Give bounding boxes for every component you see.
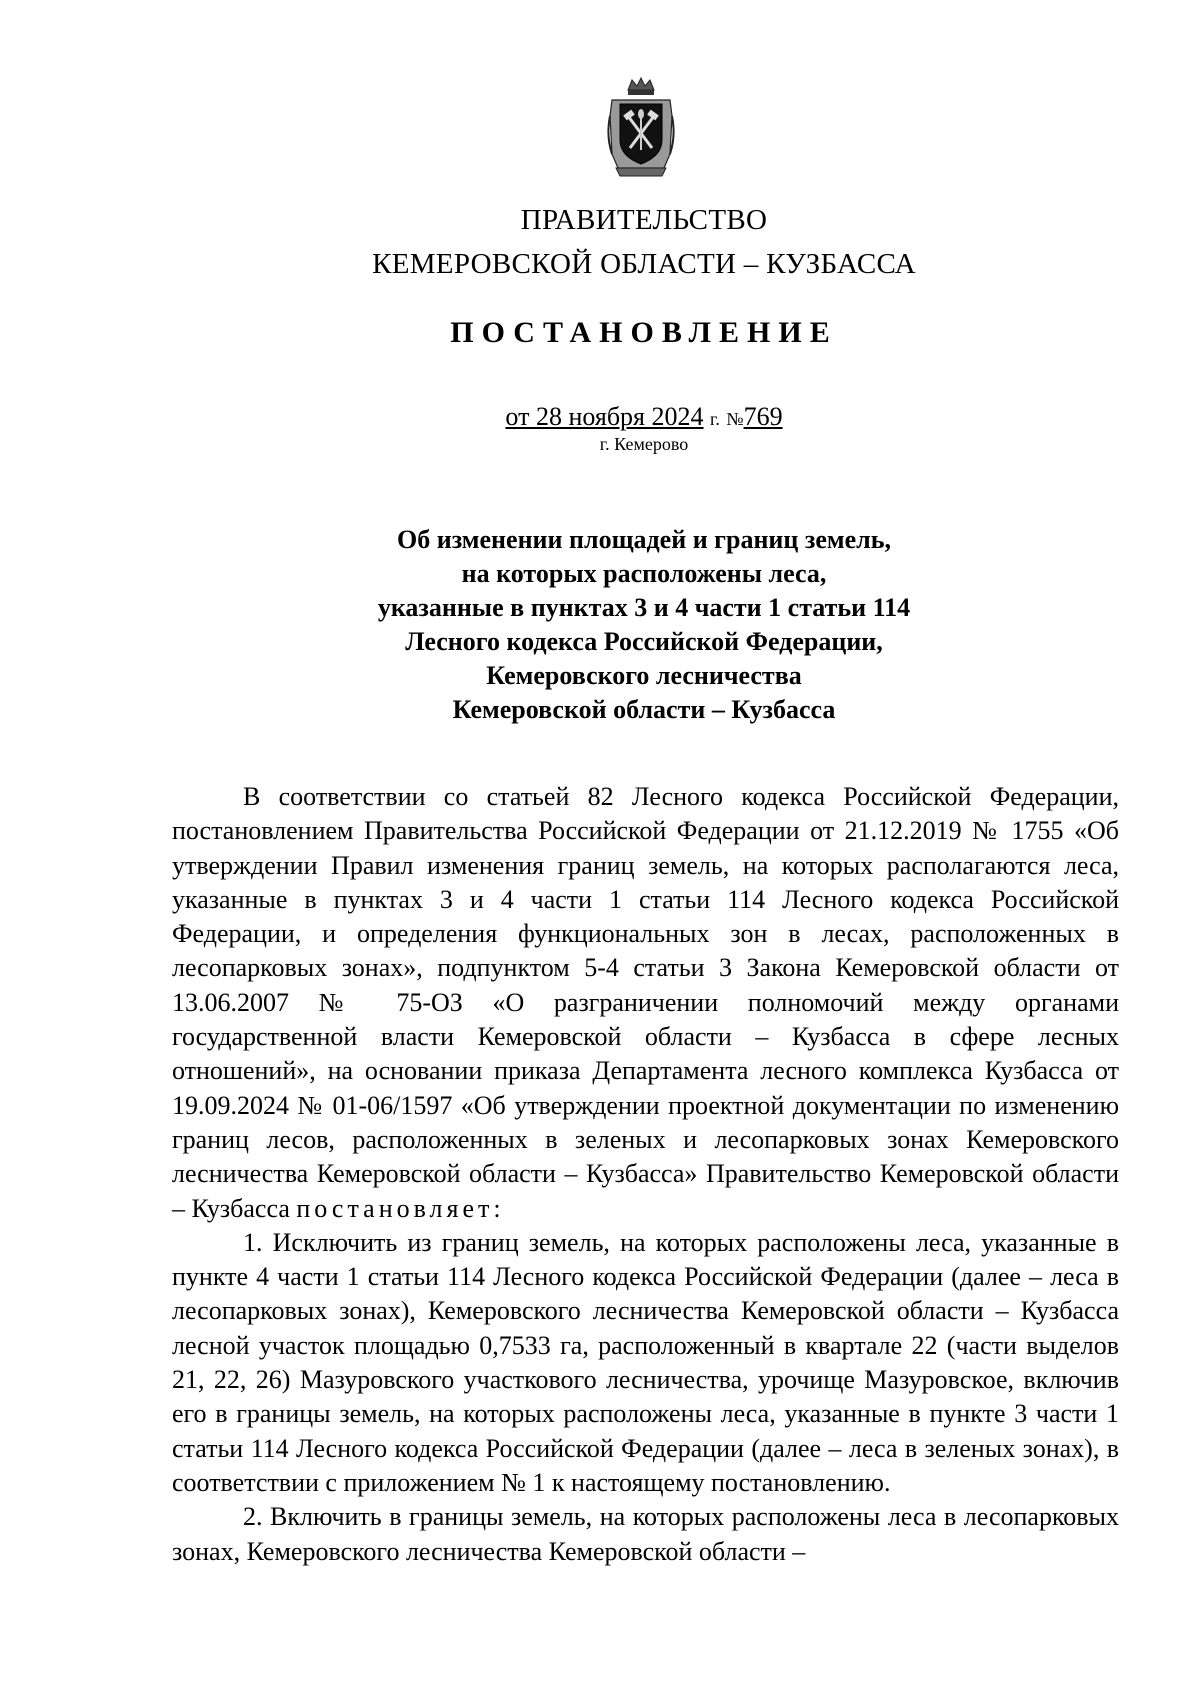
preamble-text: В соответствии со статьей 82 Лесного кодекса Российской Федерации, постановлением Правительства Российской Федерации от 21.12.2019 № 1755 «Об утверждении Правил изменения границ земель, на которых располагаются леса, указанные в пунктах 3 и 4 части 1 статьи 114 Лесного кодекса Российской Федерации, и определения функциональных зон в лесах, расположенных в лесопарковых зонах», подпунктом 5-4 статьи 3 Закона Кемеровской области от 13.06.2007 № 75-ОЗ «О разграничении полномочий между органами государственной власти Кемеровской области – Кузбасса в сфере лесных отношений», на основании приказа Департамента лесного комплекса Кузбасса от 19.09.2024 № 01-06/1597 «Об утверждении проектной документации по изменению границ лесов, расположенных в зеленых и лесопарковых зонах Кемеровского лесничества Кемеровской области – Кузбасса» Правительство Кемеровской области – Кузбасса [172, 782, 1119, 1223]
document-type: ПОСТАНОВЛЕНИЕ [450, 316, 838, 349]
title-line: Об изменении площадей и границ земель, [397, 525, 891, 554]
document-city: г. Кемерово [599, 434, 689, 454]
title-line: Лесного кодекса Российской Федерации, [405, 627, 883, 656]
kemerovo-coat-of-arms-icon [606, 76, 676, 180]
preamble-paragraph [172, 780, 1119, 1226]
item-2-paragraph: 2. Включить в границы земель, на которых расположены леса в лесопарковых зонах, Кемеровского лесничества Кемеровской области – [172, 1502, 1119, 1566]
document-body [172, 780, 1119, 1569]
title-line: Кемеровской области – Кузбасса [452, 695, 836, 724]
decree-word: постановляет: [296, 1193, 505, 1223]
title-line: указанные в пунктах 3 и 4 части 1 статьи 114 [377, 593, 911, 622]
title-line: Кемеровского лесничества [486, 661, 802, 690]
org-name-line-1: ПРАВИТЕЛЬСТВО [520, 204, 768, 236]
document-title [0, 523, 1200, 727]
title-line: на которых расположены леса, [461, 559, 827, 588]
document-date-number [0, 400, 1200, 436]
year-suffix: г. [710, 409, 720, 429]
document-date: от 28 ноября 2024 [505, 402, 704, 431]
document-number: 769 [743, 402, 783, 431]
number-sign: № [726, 409, 744, 429]
item-1-paragraph: 1. Исключить из границ земель, на которых расположены леса, указанные в пункте 4 части 1 статьи 114 Лесного кодекса Российской Федерации (далее – леса в лесопарковых зонах), Кемеровского лесничества Кемеровской области – Кузбасса лесной участок площадью 0,7533 га, расположенный в квартале 22 (части выделов 21, 22, 26) Мазуровского участкового лесничества, урочище Мазуровское, включив его в границы земель, на которых расположены леса, указанные в пункте 3 части 1 статьи 114 Лесного кодекса Российской Федерации (далее – леса в зеленых зонах), в соответствии с приложением № 1 к настоящему постановлению. [172, 1227, 1119, 1497]
org-name-line-2: КЕМЕРОВСКОЙ ОБЛАСТИ – КУЗБАССА [372, 248, 916, 280]
